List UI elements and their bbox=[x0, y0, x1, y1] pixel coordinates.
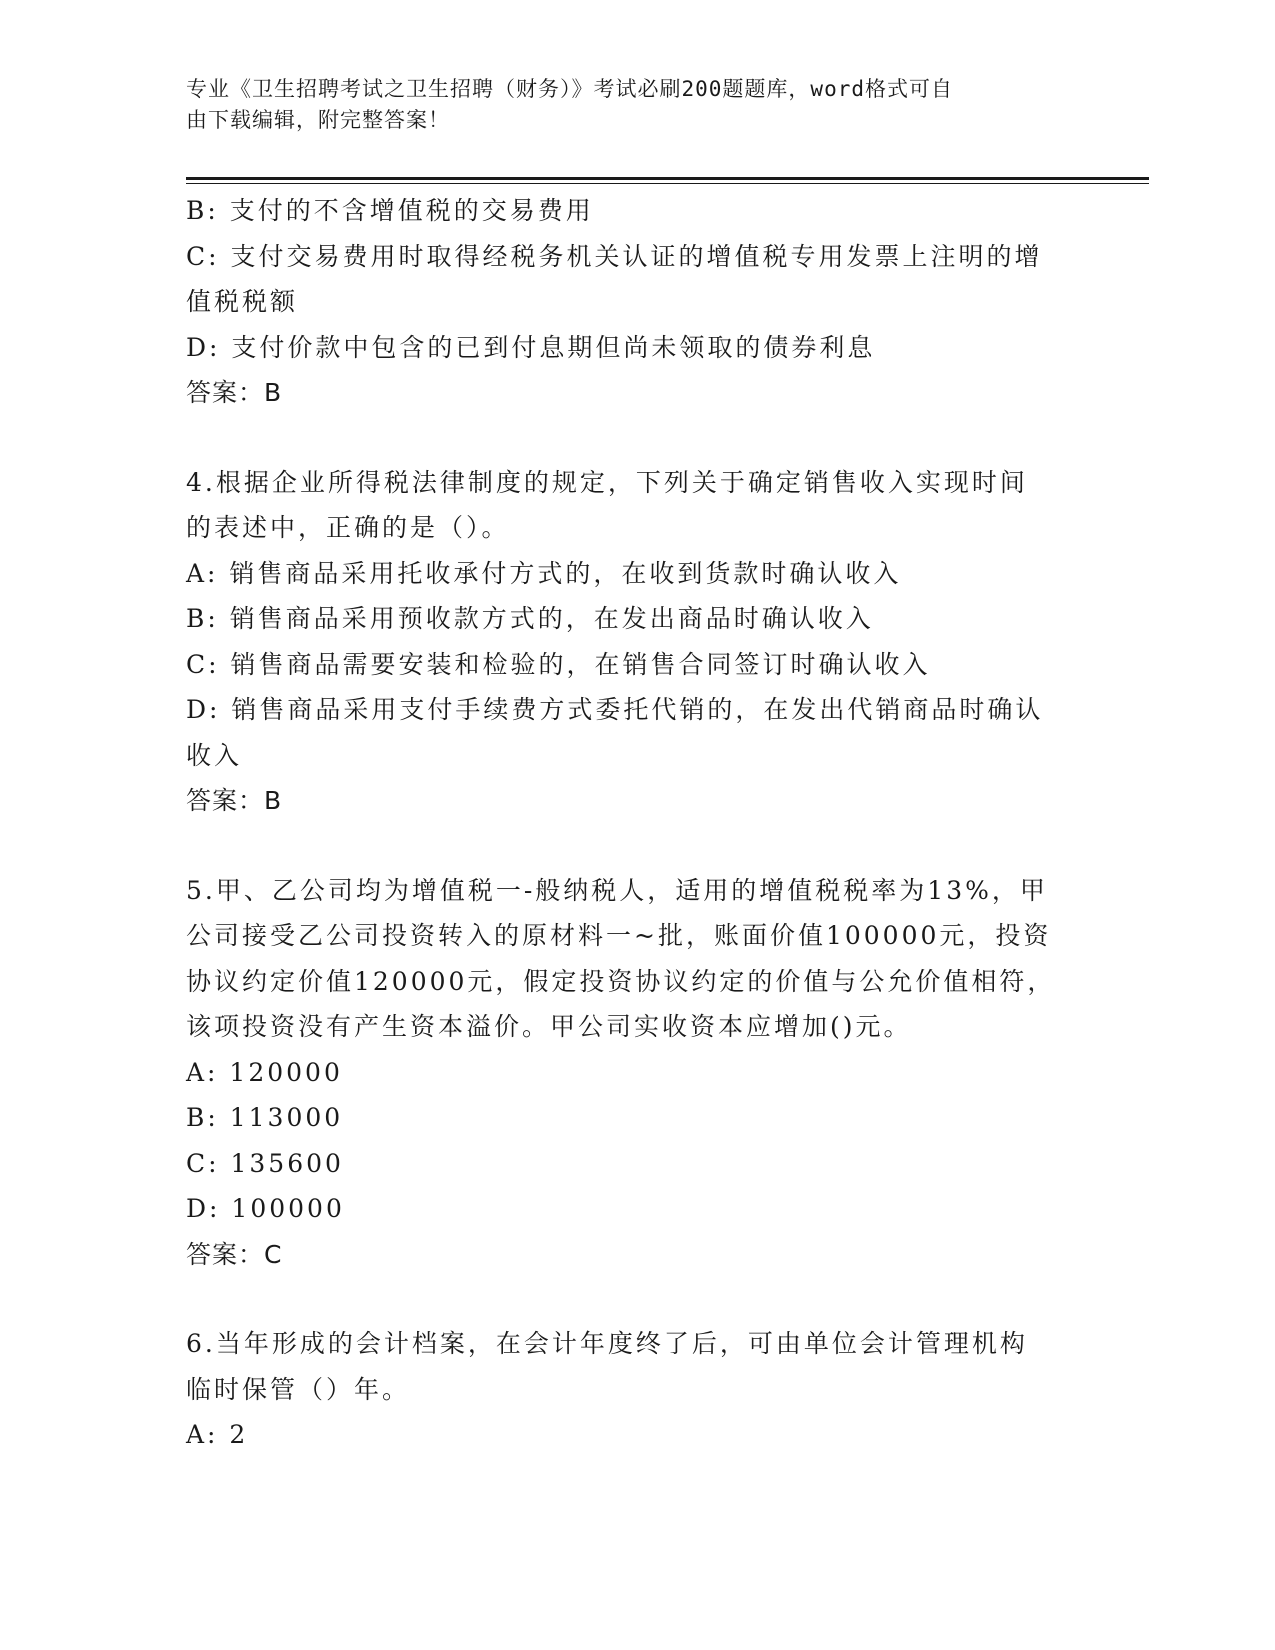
question-4 bbox=[186, 460, 1066, 824]
header-divider-thin bbox=[186, 183, 1149, 184]
q6-option-a: A: 2 bbox=[186, 1420, 249, 1449]
q3-answer: 答案：B bbox=[186, 378, 283, 407]
q4-option-c: C: 销售商品需要安装和检验的，在销售合同签订时确认收入 bbox=[186, 649, 931, 679]
q6-stem-line-1: 6.当年形成的会计档案，在会计年度终了后，可由单位会计管理机构 bbox=[186, 1329, 1028, 1358]
document-header bbox=[186, 74, 1066, 136]
q5-stem-line-1: 5.甲、乙公司均为增值税一-般纳税人，适用的增值税税率为13%，甲 bbox=[186, 875, 1048, 905]
question-3-tail bbox=[186, 188, 1066, 416]
header-line-2: 由下载编辑，附完整答案！ bbox=[186, 108, 450, 132]
question-content bbox=[186, 188, 1066, 1458]
q3-option-d: D: 支付价款中包含的已到付息期但尚未领取的债券利息 bbox=[186, 332, 876, 362]
q4-option-d-line-1: D: 销售商品采用支付手续费方式委托代销的，在发出代销商品时确认 bbox=[186, 695, 1044, 724]
header-line-1: 专业《卫生招聘考试之卫生招聘（财务）》考试必刷200题题库，word格式可自 bbox=[186, 77, 953, 101]
q3-option-c-line-1: C: 支付交易费用时取得经税务机关认证的增值税专用发票上注明的增 bbox=[186, 241, 1043, 271]
q4-stem-line-2: 的表述中，正确的是（）。 bbox=[186, 513, 510, 542]
q4-answer: 答案：B bbox=[186, 786, 283, 815]
q4-option-b: B: 销售商品采用预收款方式的，在发出商品时确认收入 bbox=[186, 604, 874, 633]
q5-option-b: B: 113000 bbox=[186, 1103, 344, 1132]
q5-option-d: D: 100000 bbox=[186, 1194, 345, 1223]
q5-stem-line-3: 协议约定价值120000元，假定投资协议约定的价值与公允价值相符， bbox=[186, 966, 1056, 996]
question-5 bbox=[186, 868, 1066, 1278]
q5-answer: 答案：C bbox=[186, 1239, 283, 1269]
q5-stem-line-4: 该项投资没有产生资本溢价。甲公司实收资本应增加()元。 bbox=[186, 1012, 912, 1041]
q3-option-b: B: 支付的不含增值税的交易费用 bbox=[186, 196, 594, 225]
q4-option-a: A: 销售商品采用托收承付方式的，在收到货款时确认收入 bbox=[186, 558, 902, 588]
q5-option-a: A: 120000 bbox=[186, 1057, 343, 1087]
q6-stem-line-2: 临时保管（）年。 bbox=[186, 1374, 411, 1404]
q3-option-c-line-2: 值税税额 bbox=[186, 287, 299, 316]
q4-option-d-line-2: 收入 bbox=[186, 740, 243, 770]
q5-stem-line-2: 公司接受乙公司投资转入的原材料一~批，账面价值100000元，投资 bbox=[186, 921, 1052, 950]
header-divider-thick bbox=[186, 177, 1149, 180]
question-6 bbox=[186, 1321, 1066, 1458]
q5-option-c: C: 135600 bbox=[186, 1148, 344, 1178]
q4-stem-line-1: 4.根据企业所得税法律制度的规定，下列关于确定销售收入实现时间 bbox=[186, 467, 1028, 497]
